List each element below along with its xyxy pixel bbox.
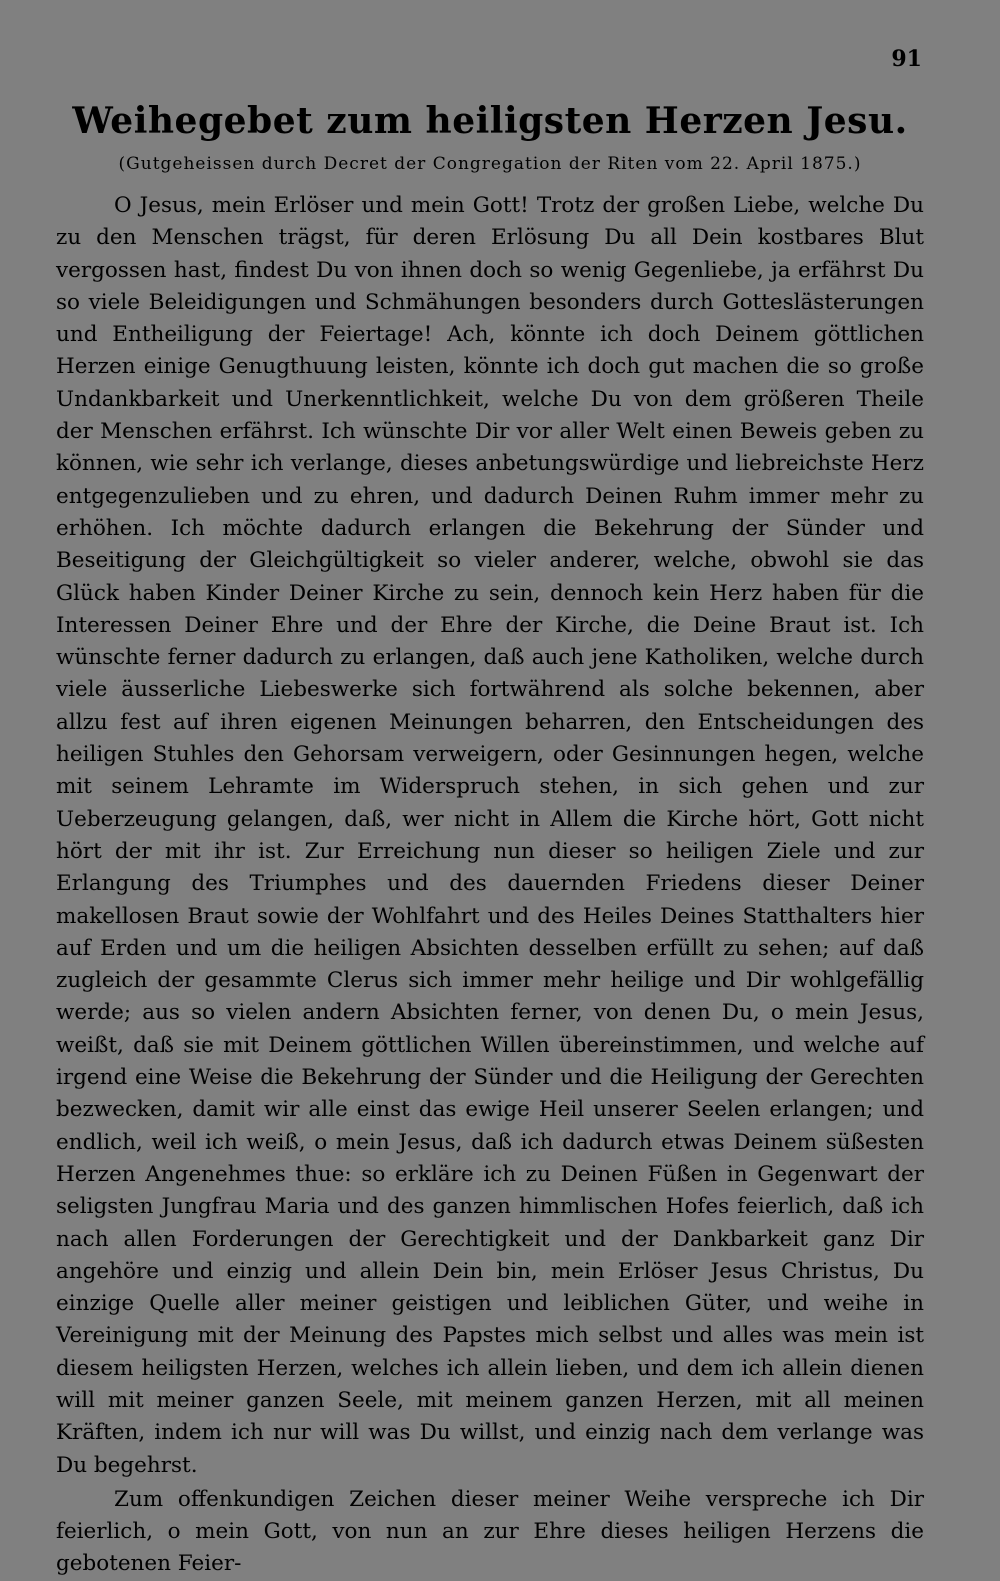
paragraph-2: Zum offenkundigen Zeichen dieser meiner Weihe verspreche ich Dir feierlich, o mein Gott, von nun an zur Ehre dieses heiligen Herzens die gebotenen Feier- — [56, 1486, 924, 1577]
page-number: 91 — [891, 46, 922, 72]
body-text — [56, 190, 924, 1581]
subtitle: (Gutgeheissen durch Decret der Congregation der Riten vom 22. April 1875.) — [118, 154, 862, 174]
paragraph-1: O Jesus, mein Erlöser und mein Gott! Trotz der großen Liebe, welche Du zu den Menschen trägst, für deren Erlösung Du all Dein kostbares Blut vergossen hast, findest Du von ihnen doch so wenig Gegenliebe, ja erfährst Du so viele Beleidigungen und Schmähungen besonders durch Gotteslästerungen und Entheiligung der Feiertage! Ach, könnte ich doch Deinem göttlichen Herzen einige Genugthuung leisten, könnte ich doch gut machen die so große Undankbarkeit und Unerkenntlichkeit, welche Du von dem größeren Theile der Menschen erfährst. Ich wünschte Dir vor aller Welt einen Beweis geben zu können, wie sehr ich verlange, dieses anbetungswürdige und liebreichste Herz entgegenzulieben und zu ehren, und dadurch Deinen Ruhm immer mehr zu erhöhen. Ich möchte dadurch erlangen die Bekehrung der Sünder und Beseitigung der Gleichgültigkeit so vieler anderer, welche, obwohl sie das Glück haben Kinder Deiner Kirche zu sein, dennoch kein Herz haben für die Interessen Deiner Ehre und der Ehre der Kirche, die Deine Braut ist. Ich wünschte ferner dadurch zu erlangen, daß auch jene Katholiken, welche durch viele äusserliche Liebeswerke sich fortwährend als solche bekennen, aber allzu fest auf ihren eigenen Meinungen beharren, den Entscheidungen des heiligen Stuhles den Gehorsam verweigern, oder Gesinnungen hegen, welche mit seinem Lehramte im Widerspruch stehen, in sich gehen und zur Ueberzeugung gelangen, daß, wer nicht in Allem die Kirche hört, Gott nicht hört der mit ihr ist. Zur Erreichung nun dieser so heiligen Ziele und zur Erlangung des Triumphes und des dauernden Friedens dieser Deiner makellosen Braut sowie der Wohlfahrt und des Heiles Deines Statthalters hier auf Erden und um die heiligen Absichten desselben erfüllt zu sehen; auf daß zugleich der gesammte Clerus sich immer mehr heilige und Dir wohlgefällig werde; aus so vielen andern Absichten ferner, von denen Du, o mein Jesus, weißt, daß sie mit Deinem göttlichen Willen übereinstimmen, und welche auf irgend eine Weise die Bekehrung der Sünder und die Heiligung der Gerechten bezwecken, damit wir alle einst das ewige Heil unserer Seelen erlangen; und endlich, weil ich weiß, o mein Jesus, daß ich dadurch etwas Deinem süßesten Herzen Angenehmes thue: so erkläre ich zu Deinen Füßen in Gegenwart der seligsten Jungfrau Maria und des ganzen himmlischen Hofes feierlich, daß ich nach allen Forderungen der Gerechtigkeit und der Dankbarkeit ganz Dir angehöre und einzig und allein Dein bin, mein Erlöser Jesus Christus, Du einzige Quelle aller meiner geistigen und leiblichen Güter, und weihe in Vereinigung mit der Meinung des Papstes mich selbst und alles was mein ist diesem heiligsten Herzen, welches ich allein lieben, und dem ich allein dienen will mit meiner ganzen Seele, mit meinem ganzen Herzen, mit all meinen Kräften, indem ich nur will was Du willst, und einzig nach dem verlange was Du begehrst. — [56, 193, 924, 1478]
page-title: Weihegebet zum heiligsten Herzen Jesu. — [72, 100, 908, 142]
